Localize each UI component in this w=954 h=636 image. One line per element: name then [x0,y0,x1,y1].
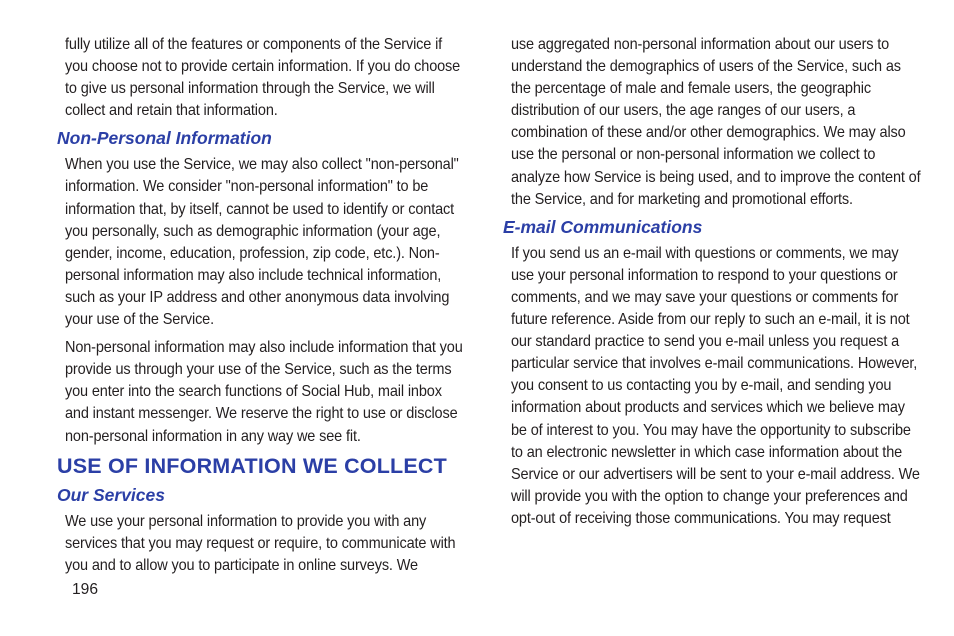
section-heading: USE OF INFORMATION WE COLLECT [57,453,447,478]
our-services-heading: Our Services [57,484,165,505]
email-communications-heading: E-mail Communications [503,216,703,237]
left-column [57,34,463,577]
continued-paragraph: use aggregated non-personal information about our users to understand the demographics of users of the Service, such as the percentage of male and female users, the geographic distribution of our users, the age ranges of our users, a combination of these and/or other demographics. We may also use the personal or non-personal information we collect to analyze how Service is being used, and to improve the content of the Service, and for marketing and promotional efforts. [511,36,921,208]
non-personal-paragraph-1: When you use the Service, we may also collect "non-personal" information. We consider "non-personal information" to be information that, by itself, cannot be used to identify or contact you personally, such as demographic information (your age, gender, income, education, profession, zip code, etc.). Non-personal information may also include technical information, such as your IP address and other anonymous data involving your use of the Service. [65,156,459,329]
non-personal-paragraph-2: Non-personal information may also include information that you provide us through your use of the Service, such as the terms you enter into the search functions of Social Hub, mail inbox and instant messenger. We reserve the right to use or disclose non-personal information in any way we see fit. [65,339,463,445]
right-column [503,34,921,530]
email-paragraph: If you send us an e-mail with questions or comments, we may use your personal information to respond to your questions or comments, and we may save your questions or comments for future reference. Aside from our reply to such an e-mail, it is not our standard practice to send you e-mail unless you request a particular service that involves e-mail communications. However, you consent to us contacting you by e-mail, and sending you information about products and services which we believe may be of interest to you. You may have the opportunity to subscribe to an electronic newsletter in which case information about the Service or our advertisers will be sent to your e-mail address. We will provide you with the option to change your preferences and opt-out of receiving those communications. You may request [511,244,920,527]
our-services-paragraph: We use your personal information to provide you with any services that you may request or require, to communicate with you and to allow you to participate in online surveys. We [65,512,456,574]
non-personal-information-heading: Non-Personal Information [57,128,272,149]
intro-paragraph: fully utilize all of the features or components of the Service if you choose not to provide certain information. If you do choose to give us personal information through the Service, we will collect and retain that information. [65,36,461,120]
page-number: 196 [72,581,99,598]
